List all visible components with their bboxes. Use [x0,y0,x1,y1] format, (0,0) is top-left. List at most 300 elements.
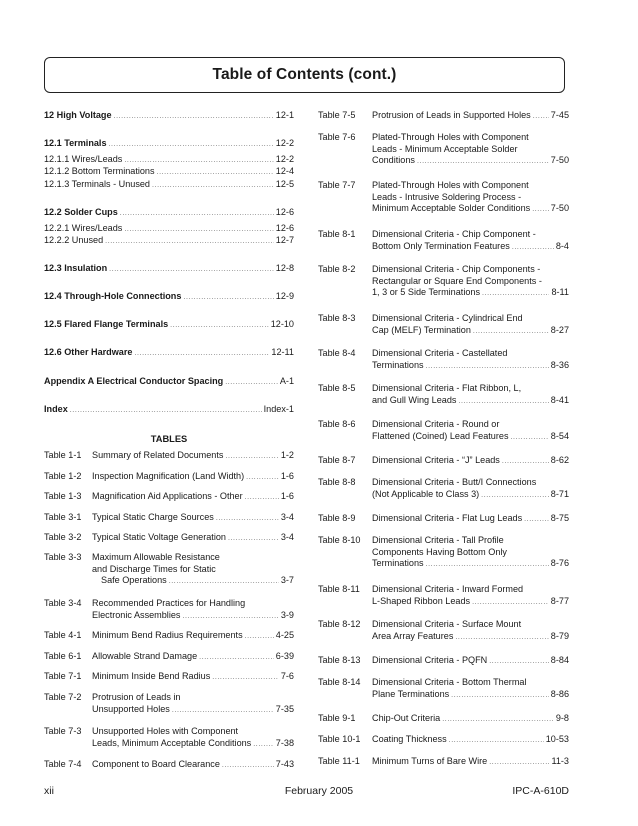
toc-entry[interactable] [44,263,294,275]
dot-leader [245,492,279,504]
dot-leader [225,451,278,463]
table-page: 8-71 [550,488,569,499]
table-page: 1-6 [280,491,294,501]
toc-entry-page: 12-4 [275,166,294,176]
table-title-text: Protrusion of Leads in Supported Holes [372,110,531,120]
table-title-line: Dimensional Criteria - Chip Component - [372,229,536,239]
table-title [372,513,569,526]
table-entry[interactable] [44,552,294,588]
dot-leader [481,490,549,502]
toc-entry-page: 12-10 [270,319,294,329]
table-number: Table 8-12 [318,619,361,629]
toc-entry[interactable] [44,223,294,235]
table-title-line [372,631,569,644]
table-title-text: Minimum Bend Radius Requirements [92,630,243,640]
table-page: 11-3 [551,756,569,766]
table-title-line [372,596,569,609]
table-number: Table 8-2 [318,264,356,274]
table-entry[interactable] [318,110,569,123]
table-title-line [92,491,294,504]
toc-entry[interactable] [44,319,294,331]
footer-date: February 2005 [284,785,354,797]
table-title-text: Bottom Only Termination Features [372,240,510,251]
table-title [92,491,294,504]
dot-leader [222,760,274,772]
table-entry[interactable] [318,455,569,468]
table-title [372,713,569,726]
table-entry[interactable] [318,180,569,216]
table-page: 8-77 [550,595,569,606]
toc-entry-label: 12.1 Terminals [44,138,107,148]
table-entry[interactable] [44,450,294,463]
table-entry[interactable] [318,619,569,643]
dot-leader [426,559,549,571]
table-page: 3-9 [280,609,294,620]
toc-entry-label: Index [44,404,68,414]
table-number: Table 8-4 [318,348,356,358]
table-title-text: Flattened (Coined) Lead Features [372,430,509,441]
table-title-line: Dimensional Criteria - Round or [372,419,500,429]
dot-leader [124,155,273,166]
table-title-text: Allowable Strand Damage [92,651,198,661]
table-title-line [372,455,569,468]
table-title-line [372,360,569,373]
table-title-text: Minimum Turns of Bare Wire [372,756,488,766]
table-number: Table 1-2 [44,471,82,481]
toc-entry[interactable] [44,179,294,191]
table-title-line: Components Having Bottom Only [372,546,507,557]
table-number: Table 9-1 [318,713,356,723]
table-title [372,348,569,372]
table-title-line: Rectangular or Square End Components - [372,275,542,286]
table-title-text: Dimensional Criteria - PQFN [372,655,488,665]
table-number: Table 8-6 [318,419,356,429]
toc-entry-page: 12-9 [275,291,294,301]
tables-heading: TABLES [150,434,188,444]
table-title-line [92,651,294,664]
dot-leader [524,514,549,526]
table-title-text: Terminations [372,359,424,370]
table-title-line: Dimensional Criteria - Bottom Thermal [372,677,527,687]
table-page: 1-2 [280,450,294,460]
toc-entry-page: 12-11 [271,347,294,357]
table-title-line [92,512,294,525]
table-title [92,598,294,622]
table-number: Table 7-6 [318,132,356,142]
toc-entry[interactable] [44,235,294,247]
dot-leader [473,326,549,338]
table-title-text: Dimensional Criteria - Flat Lug Leads [372,513,523,523]
dot-leader [109,264,274,275]
table-number: Table 8-14 [318,677,361,687]
table-title-line [372,655,569,668]
toc-entry[interactable] [44,110,294,122]
table-title-line [372,713,569,726]
table-title [92,450,294,463]
table-number: Table 8-7 [318,455,356,465]
table-page: 8-54 [550,430,569,441]
toc-entry-page: 12-7 [275,235,294,245]
table-title [92,726,294,750]
dot-leader [442,714,554,726]
table-title-line: Dimensional Criteria - Cylindrical End [372,313,523,323]
dot-leader [451,690,549,702]
table-title-line [372,241,569,254]
dot-leader [134,348,269,359]
table-title-line: and Discharge Times for Static [92,563,216,574]
table-page: 8-4 [555,240,569,251]
page-title: Table of Contents (cont.) [212,66,397,83]
dot-leader [225,377,278,388]
table-title-line [372,489,569,502]
table-number: Table 7-4 [44,759,82,769]
toc-entry-label: Appendix A Electrical Conductor Spacing [44,376,224,386]
table-title-line [92,471,294,484]
table-number: Table 7-1 [44,671,82,681]
table-title-text: Typical Static Charge Sources [92,512,214,522]
table-page: 7-38 [275,737,294,748]
toc-entry-page: 12-6 [275,223,294,233]
table-number: Table 7-2 [44,692,82,702]
table-entry[interactable] [318,132,569,168]
toc-entry-label: 12.5 Flared Flange Terminals [44,319,169,329]
table-entry[interactable] [44,692,294,716]
table-page: 7-35 [275,703,294,714]
toc-entry-page: 12-1 [275,110,294,120]
table-number: Table 1-1 [44,450,82,460]
table-title [372,383,569,407]
dot-leader [172,705,274,717]
table-entry[interactable] [44,532,294,545]
table-title [372,229,569,253]
table-title-line: Leads - Minimum Acceptable Solder [372,143,518,154]
toc-entry-label: 12.2 Solder Cups [44,207,118,217]
table-title-line: Dimensional Criteria - Inward Formed [372,584,524,594]
table-title-text: Minimum Inside Bend Radius [92,671,211,681]
table-title [92,630,294,643]
table-page: 7-6 [280,671,294,681]
table-entry[interactable] [44,598,294,622]
dot-leader [472,597,549,609]
table-entry[interactable] [44,726,294,750]
table-title-line: Protrusion of Leads in [92,692,181,702]
dot-leader [157,167,274,178]
table-page: 3-4 [280,532,294,542]
table-title-text: Summary of Related Documents [92,450,224,460]
dot-leader [70,405,262,416]
dot-leader [170,320,269,331]
table-title-text: L-Shaped Ribbon Leads [372,595,471,606]
table-title-line: Leads - Intrusive Soldering Process - [372,191,522,202]
dot-leader [482,288,549,300]
table-page: 6-39 [275,651,294,661]
table-entry[interactable] [318,348,569,372]
dot-leader [455,632,548,644]
table-page: 9-8 [555,713,569,723]
table-number: Table 8-10 [318,535,361,545]
table-title-line [372,325,569,338]
table-entry[interactable] [318,264,569,300]
table-title-text: 1, 3 or 5 Side Terminations [372,287,481,298]
table-title-text: Magnification Aid Applications - Other [92,491,243,501]
table-title-text: Dimensional Criteria - “J” Leads [372,455,500,465]
toc-entry[interactable] [44,347,294,359]
table-title-line [92,704,294,717]
dot-leader [449,735,544,747]
table-title-line [372,395,569,408]
table-title-text: (Not Applicable to Class 3) [372,488,480,499]
table-title-line [92,630,294,643]
toc-entry-label: 12.1.1 Wires/Leads [44,154,123,164]
toc-entry[interactable] [44,404,294,416]
table-title [372,419,569,443]
table-page: 7-45 [550,110,569,120]
table-entry[interactable] [44,759,294,772]
table-title-text: Coating Thickness [372,734,447,744]
dot-leader [183,292,273,303]
table-number: Table 8-1 [318,229,356,239]
table-page: 10-53 [545,734,569,744]
table-page: 7-50 [550,155,569,166]
table-number: Table 7-7 [318,180,356,190]
table-page: 8-41 [550,394,569,405]
table-title [92,552,294,588]
table-page: 8-86 [550,688,569,699]
table-entry[interactable] [318,535,569,571]
table-page: 3-7 [280,575,294,586]
table-page: 8-11 [551,287,569,298]
table-title [92,471,294,484]
toc-entry-label: 12.1.3 Terminals - Unused [44,179,150,189]
table-title-text: Area Array Features [372,630,454,641]
table-title [92,532,294,545]
dot-leader [511,432,549,444]
table-page: 8-79 [550,630,569,641]
table-page: 7-50 [550,203,569,214]
table-entry[interactable] [44,671,294,684]
toc-entry-label: 12.2.2 Unused [44,235,104,245]
table-number: Table 1-3 [44,491,82,501]
dot-leader [512,242,554,254]
table-title-text: Typical Static Voltage Generation [92,532,226,542]
toc-entry-label: 12.4 Through-Hole Connections [44,291,182,301]
table-number: Table 6-1 [44,651,82,661]
table-title-line: Dimensional Criteria - Butt/I Connections [372,477,537,487]
table-title [92,671,294,684]
table-number: Table 7-5 [318,110,356,120]
table-number: Table 3-4 [44,598,82,608]
table-title-line [92,532,294,545]
dot-leader [182,611,278,623]
table-title-line [372,155,569,168]
table-title-line [92,759,294,772]
table-entry[interactable] [318,756,569,769]
table-title [372,477,569,501]
toc-entry-label: 12.6 Other Hardware [44,347,133,357]
table-entry[interactable] [318,734,569,747]
dot-leader [417,156,549,168]
table-title [372,110,569,123]
table-title-line: Dimensional Criteria - Tall Profile [372,535,504,545]
dot-leader [212,672,279,684]
table-number: Table 8-8 [318,477,356,487]
toc-entry-label: 12.1.2 Bottom Terminations [44,166,155,176]
table-entry[interactable] [318,677,569,701]
table-number: Table 7-3 [44,726,82,736]
table-entry[interactable] [44,491,294,504]
toc-entry[interactable] [44,154,294,166]
dot-leader [152,180,274,191]
table-entry[interactable] [44,512,294,525]
table-title-line [372,689,569,702]
table-title-line [372,513,569,526]
table-title-text: Minimum Acceptable Solder Conditions [372,203,531,214]
toc-entry-page: 12-6 [275,207,294,217]
table-entry[interactable] [44,471,294,484]
toc-entry[interactable] [44,376,294,388]
table-title-line [372,558,569,571]
toc-entry-page: 12-8 [275,263,294,273]
table-entry[interactable] [318,513,569,526]
table-title-text: Inspection Magnification (Land Width) [92,471,245,481]
table-title-text: Leads, Minimum Acceptable Conditions [92,737,252,748]
toc-entry-page: 12-2 [275,138,294,148]
table-title [372,132,569,168]
table-title [372,655,569,668]
table-entry[interactable] [318,419,569,443]
dot-leader [502,456,549,468]
dot-leader [109,139,274,150]
table-title-text: and Gull Wing Leads [372,394,457,405]
table-entry[interactable] [318,313,569,337]
table-entry[interactable] [318,477,569,501]
table-entry[interactable] [44,651,294,664]
table-entry[interactable] [318,655,569,668]
table-entry[interactable] [318,383,569,407]
dot-leader [114,111,274,122]
toc-entry-page: 12-5 [275,179,294,189]
table-title-text: Chip-Out Criteria [372,713,441,723]
table-title-line [372,431,569,444]
table-title-line: Plated-Through Holes with Component [372,132,529,142]
table-title [372,584,569,608]
toc-entry[interactable] [44,207,294,219]
table-title [372,756,569,769]
table-title-line [372,756,569,769]
table-number: Table 3-3 [44,552,82,562]
table-number: Table 8-9 [318,513,356,523]
table-number: Table 10-1 [318,734,361,744]
dot-leader [246,472,279,484]
table-title [372,313,569,337]
table-title [372,455,569,468]
table-title [372,264,569,300]
table-title-text: Plane Terminations [372,688,450,699]
dot-leader [426,361,549,373]
table-entry[interactable] [318,584,569,608]
table-number: Table 8-3 [318,313,356,323]
table-page: 8-36 [550,359,569,370]
table-title [92,651,294,664]
dot-leader [216,513,279,525]
table-page: 7-43 [275,759,294,769]
dot-leader [124,224,273,235]
dot-leader [458,396,548,408]
toc-entry-page: 12-2 [275,154,294,164]
table-number: Table 11-1 [318,756,360,766]
dot-leader [228,533,279,545]
toc-entry[interactable] [44,291,294,303]
table-title-text: Component to Board Clearance [92,759,220,769]
table-title-text: Safe Operations [101,575,167,586]
dot-leader [245,631,274,643]
table-title-line [92,738,294,751]
dot-leader [533,111,549,123]
table-title-line [372,287,569,300]
table-title-line [372,734,569,747]
toc-entry[interactable] [44,138,294,150]
toc-entry-label: 12.3 Insulation [44,263,108,273]
toc-entry-page: A-1 [279,376,294,386]
table-title-line: Dimensional Criteria - Castellated [372,348,508,358]
dot-leader [105,236,274,247]
table-page: 8-84 [550,655,569,665]
table-title-line [92,671,294,684]
table-title [92,512,294,525]
table-title-line: Dimensional Criteria - Chip Components - [372,264,541,274]
toc-entry-page: Index-1 [263,404,294,414]
table-page: 8-76 [550,558,569,569]
dot-leader [120,208,274,219]
footer-page-number: xii [44,785,54,797]
table-title-line [92,575,294,588]
table-title-text: Electronic Assemblies [92,609,181,620]
dot-leader [199,652,274,664]
table-page: 8-27 [550,324,569,335]
toc-entry[interactable] [44,166,294,178]
table-title-line: Plated-Through Holes with Component [372,180,529,190]
table-title-line: Unsupported Holes with Component [92,726,239,736]
footer-doc-id: IPC-A-610D [512,785,569,797]
table-title [372,734,569,747]
table-entry[interactable] [318,713,569,726]
table-number: Table 3-1 [44,512,82,522]
table-title [92,759,294,772]
table-title-text: Conditions [372,155,415,166]
table-title-line [372,110,569,123]
table-title-line: Maximum Allowable Resistance [92,552,220,562]
table-title [372,677,569,701]
table-title [372,535,569,571]
table-entry[interactable] [318,229,569,253]
table-title-line [92,610,294,623]
dot-leader [253,739,274,751]
table-entry[interactable] [44,630,294,643]
table-title-line: Dimensional Criteria - Surface Mount [372,619,522,629]
table-title-line: Recommended Practices for Handling [92,598,246,608]
table-title [372,180,569,216]
dot-leader [532,204,549,216]
toc-entry-label: 12.2.1 Wires/Leads [44,223,123,233]
toc-entry-label: 12 High Voltage [44,110,112,120]
table-page: 8-75 [550,513,569,523]
table-title-text: Cap (MELF) Termination [372,324,471,335]
table-title-text: Unsupported Holes [92,703,170,714]
dot-leader [489,757,549,769]
table-number: Table 3-2 [44,532,82,542]
table-number: Table 8-13 [318,655,361,665]
table-page: 8-62 [550,455,569,465]
